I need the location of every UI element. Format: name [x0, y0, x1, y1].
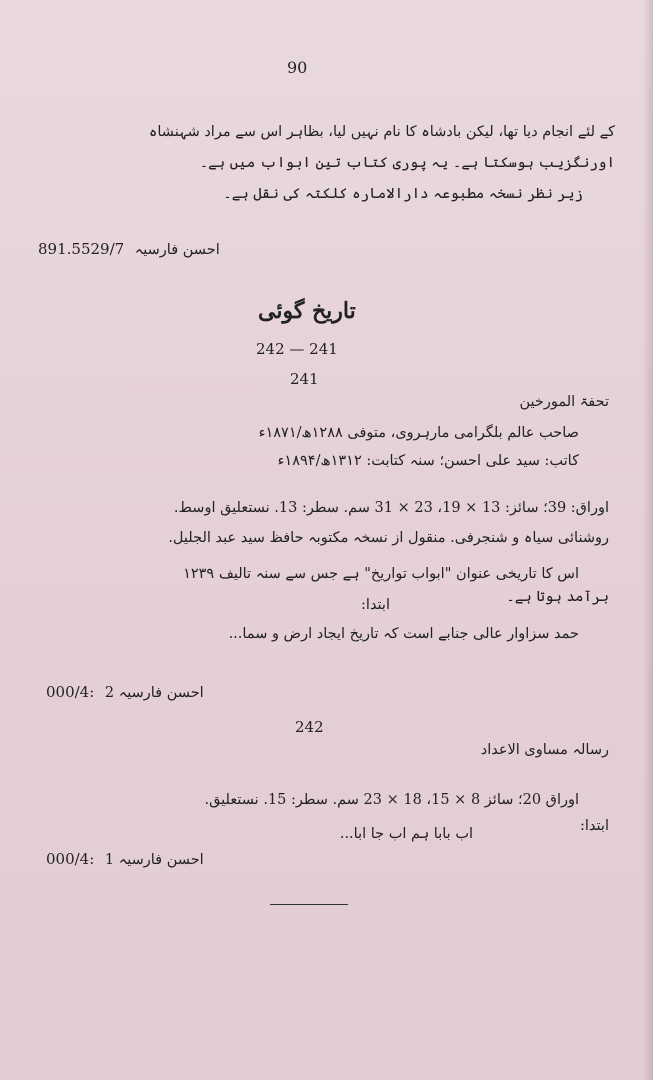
entry-241-leaves: اوراق: 39؛ سائز: 13 × 19، 23 × 31 سم. سطر: 13. نستعلیق اوسط. — [173, 500, 609, 516]
entry-242-title: رسالہ مساوی الاعداد — [480, 742, 609, 758]
entry-241-title: تحفۃ المورخین — [519, 394, 609, 410]
intro-line-3: زیر نظر نسخہ مطبوعہ دارالامارہ کلکتہ کی نقل ہے۔ — [223, 186, 583, 202]
page-edge-shadow — [643, 0, 653, 1080]
page-number: 90 — [287, 58, 308, 77]
intro-line-1: کے لئے انجام دیا تھا، لیکن بادشاہ کا نام نہیں لیا، بظاہر اس سے مراد شہنشاہ — [148, 124, 615, 140]
entry-241-desc-1: اس کا تاریخی عنوان "ابواب تواریخ" ہے جس سے سنہ تالیف ۱۲۳۹ — [183, 566, 579, 582]
section-range: 242 — 241 — [256, 340, 338, 358]
reference-label: احسن فارسیہ 1 — [104, 852, 204, 868]
entry-241-desc-2: برآمد ہوتا ہے۔ — [506, 589, 609, 605]
entry-242-ibtida-text: اب بابا ہم اب جا ابا... — [339, 826, 473, 842]
section-title: تاریخ گوئی — [258, 298, 356, 324]
entry-241-ink: روشنائی سیاہ و شنجرفی. منقول از نسخہ مکتوبہ حافظ سید عبد الجلیل. — [168, 530, 609, 546]
intro-reference — [38, 240, 220, 258]
entry-242-leaves: اوراق 20؛ سائز 8 × 15، 18 × 23 سم. سطر: 15. نستعلیق. — [204, 792, 579, 808]
entry-242-ibtida-label: ابتدا: — [580, 818, 609, 834]
entry-241-ibtida-text: حمد سزاوار عالی جنابے است کہ تاریخ ایجاد ارض و سما... — [228, 626, 579, 642]
reference-label: احسن فارسیہ 2 — [104, 685, 204, 701]
reference-number: 000/4: — [46, 850, 95, 868]
intro-line-2: اورنگزیب ہوسکتا ہے۔ یہ پوری کتاب تین ابواب میں ہے۔ — [199, 155, 615, 171]
reference-number: 891.5529/7 — [38, 240, 125, 258]
entry-242-number: 242 — [295, 718, 324, 736]
entry-241-author: صاحب عالم بلگرامی مارہروی، متوفی ۱۲۸۸ھ/۱۸۷۱ء — [258, 425, 579, 441]
entry-241-reference — [46, 683, 204, 701]
reference-label: احسن فارسیہ — [134, 242, 220, 258]
entry-241-number: 241 — [290, 370, 319, 388]
reference-number: 000/4: — [46, 683, 95, 701]
entry-242-reference — [46, 850, 204, 868]
entry-241-scribe: کاتب: سید علی احسن؛ سنہ کتابت: ۱۳۱۲ھ/۱۸۹۴ء — [277, 453, 579, 469]
end-separator — [270, 904, 348, 905]
entry-241-ibtida-label: ابتدا: — [361, 597, 390, 613]
